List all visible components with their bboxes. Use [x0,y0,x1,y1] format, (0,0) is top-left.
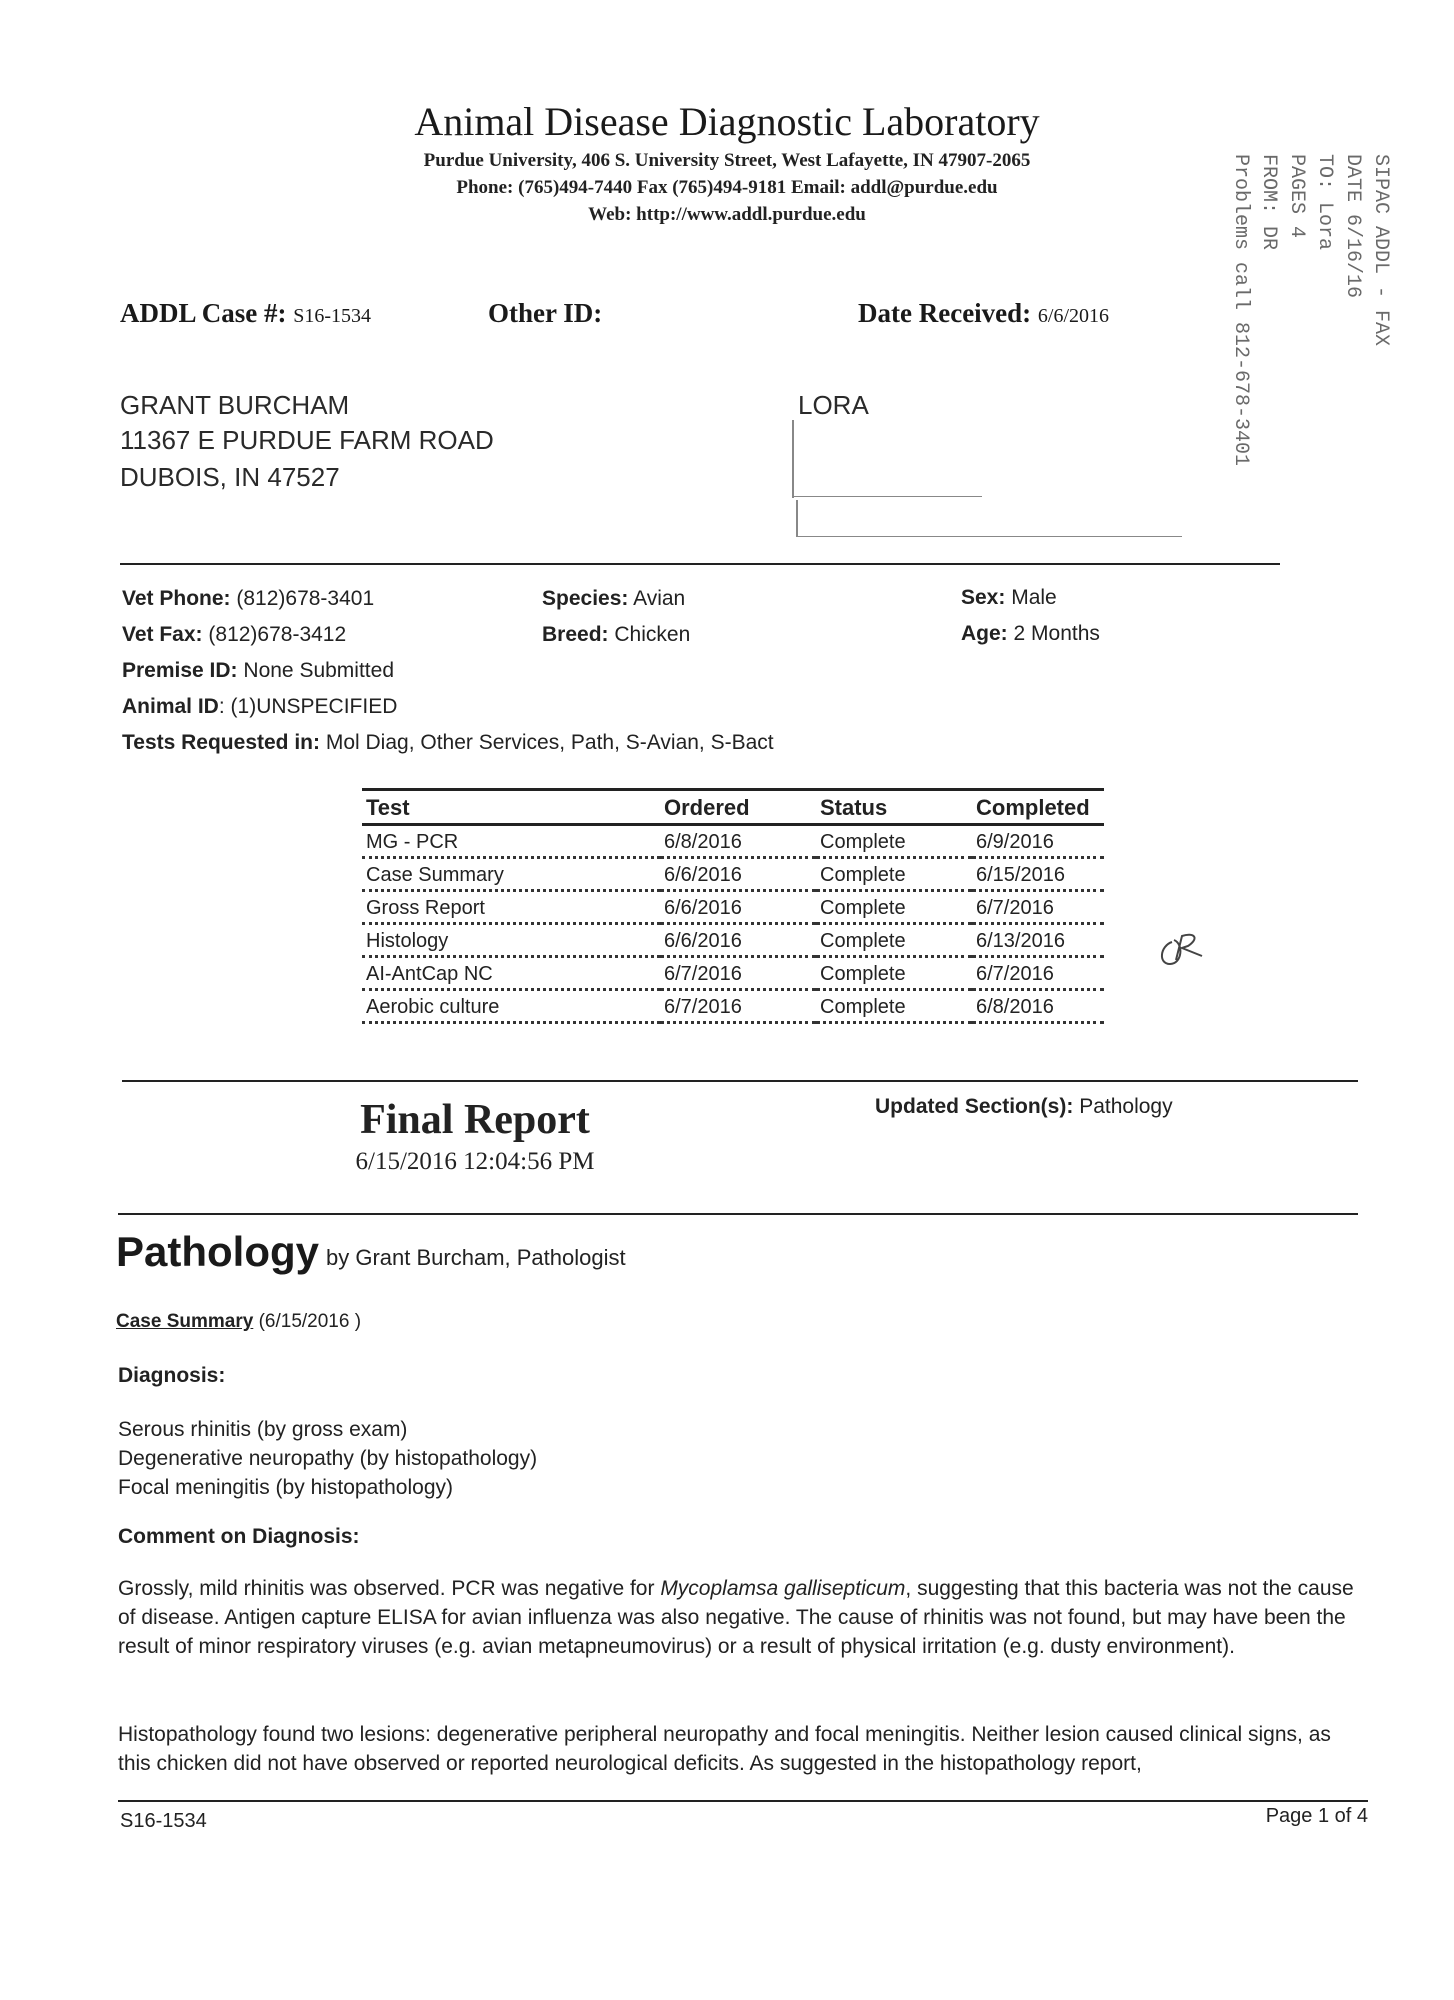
divider-top [120,563,1280,565]
table-row [362,858,1104,891]
cell-status: Complete [816,891,972,924]
cell-ordered: 6/7/2016 [660,957,816,990]
updated-sections [875,1095,1173,1119]
client-street: 11367 E PURDUE FARM ROAD [120,425,494,455]
client-name: GRANT BURCHAM [120,390,350,420]
fax-stamp-pages: PAGES 4 [1285,154,1308,239]
col-test: Test [362,790,660,825]
cell-ordered: 6/6/2016 [660,891,816,924]
species: Species: Avian [542,587,686,610]
case-number [120,298,371,329]
cell-test: Gross Report [362,891,660,924]
address-window-line2 [796,536,1182,537]
pathology-byline: by Grant Burcham, Pathologist [326,1245,626,1270]
cell-status: Complete [816,957,972,990]
cell-test: AI-AntCap NC [362,957,660,990]
animal-id: Animal ID: (1)UNSPECIFIED [122,695,398,718]
tests-requested: Tests Requested in: Mol Diag, Other Services, Path, S-Avian, S-Bact [122,731,774,754]
tests-table [362,788,1104,1024]
comment-paragraph-2: Histopathology found two lesions: degenerative peripheral neuropathy and focal meningitis. Neither lesion caused clinical signs, as this chicken did not have observed or reported neurological deficits. As suggested in the histopathology report, [118,1723,1331,1775]
final-report-datetime: 6/15/2016 12:04:56 PM [355,1148,595,1175]
case-summary-date: (6/15/2016 ) [258,1311,362,1332]
list-item: Degenerative neuropathy (by histopathology) [118,1447,538,1470]
table-row [362,924,1104,957]
col-status: Status [816,790,972,825]
cell-test: MG - PCR [362,825,660,858]
age: Age: 2 Months [961,622,1100,645]
fax-stamp-to: TO: Lora [1313,154,1336,251]
cell-status: Complete [816,990,972,1023]
lab-name: Animal Disease Diagnostic Laboratory [414,99,1040,144]
case-summary-line [116,1311,361,1333]
diagnosis-list [118,1415,1358,1502]
tests-table-header [362,790,1104,825]
footer-page-number: Page 1 of 4 [1265,1805,1368,1827]
cell-completed: 6/7/2016 [972,957,1104,990]
fax-stamp-from: FROM: DR [1257,154,1280,251]
cell-ordered: 6/6/2016 [660,924,816,957]
address-window-line [792,496,982,497]
sex: Sex: Male [961,586,1057,609]
cell-status: Complete [816,924,972,957]
case-number-value: S16-1534 [293,305,372,327]
cell-completed: 6/7/2016 [972,891,1104,924]
table-row [362,891,1104,924]
list-item: Serous rhinitis (by gross exam) [118,1418,408,1441]
updated-sections-value: Pathology [1079,1095,1173,1118]
cell-test: Aerobic culture [362,990,660,1023]
cell-ordered: 6/7/2016 [660,990,816,1023]
handwritten-initials [1152,924,1224,974]
comment-heading: Comment on Diagnosis: [118,1525,360,1548]
cell-ordered: 6/8/2016 [660,825,816,858]
final-report-title: Final Report [360,1097,590,1143]
vet-phone: Vet Phone: (812)678-3401 [122,587,375,610]
case-summary-link[interactable]: Case Summary [116,1311,254,1332]
lab-web: Web: http://www.addl.purdue.edu [588,204,866,225]
list-item: Focal meningitis (by histopathology) [118,1476,453,1499]
cell-status: Complete [816,825,972,858]
client-city: DUBOIS, IN 47527 [120,462,340,492]
fax-stamp-title: SIPAC ADDL - FAX [1369,154,1392,347]
fax-stamp-date: DATE 6/16/16 [1341,154,1364,299]
divider-report [122,1080,1358,1082]
col-ordered: Ordered [660,790,816,825]
lab-contact: Phone: (765)494-7440 Fax (765)494-9181 Email: addl@purdue.edu [456,177,998,198]
cell-test: Case Summary [362,858,660,891]
date-received [858,298,1109,329]
cell-completed: 6/8/2016 [972,990,1104,1023]
table-row [362,990,1104,1023]
premise-id: Premise ID: None Submitted [122,659,394,682]
col-completed: Completed [972,790,1104,825]
vet-fax: Vet Fax: (812)678-3412 [122,623,347,646]
diagnosis-heading: Diagnosis: [118,1364,226,1387]
case-number-label: ADDL Case #: [120,298,287,328]
cell-ordered: 6/6/2016 [660,858,816,891]
lab-address: Purdue University, 406 S. University Street, West Lafayette, IN 47907-2065 [423,150,1031,171]
cell-completed: 6/13/2016 [972,924,1104,957]
other-id-label: Other ID: [488,298,603,328]
cell-test: Histology [362,924,660,957]
address-window-left [792,420,794,498]
divider-footer [118,1800,1368,1802]
cell-completed: 6/15/2016 [972,858,1104,891]
footer-case-id: S16-1534 [120,1810,207,1832]
divider-pathology [118,1213,1358,1215]
table-row [362,957,1104,990]
date-received-value: 6/6/2016 [1037,305,1110,327]
breed: Breed: Chicken [542,623,691,646]
cell-completed: 6/9/2016 [972,825,1104,858]
cell-status: Complete [816,858,972,891]
table-row [362,825,1104,858]
date-received-label: Date Received: [858,298,1032,328]
address-window-left2 [796,500,798,536]
fax-stamp [1229,110,1392,550]
updated-sections-label: Updated Section(s): [875,1095,1074,1118]
fax-stamp-problems: Problems call 812-678-3401 [1229,154,1252,467]
recipient-name: LORA [798,390,869,420]
comment-paragraph-1: Grossly, mild rhinitis was observed. PCR was negative for Mycoplamsa gallisepticum, suggesting that this bacteria was not the cause of disease. Antigen capture ELISA for avian influenza was also negative. The cause of rhinitis was not found, but may have been the result of minor respiratory viruses (e.g. avian metapneumovirus) or a result of physical irritation (e.g. dusty environment). [118,1577,1354,1658]
pathology-title: Pathology [116,1228,320,1275]
